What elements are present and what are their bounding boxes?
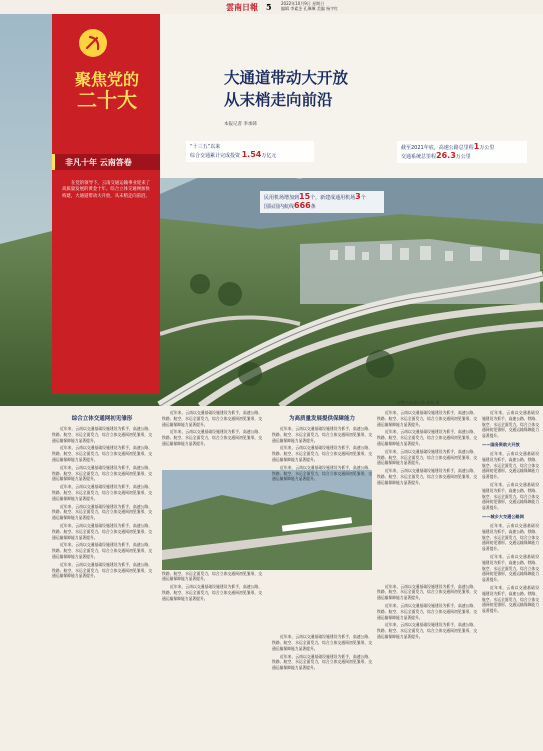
stat-airports: 民用机场增加到15个，新建成通用机场3个 国际国内航线666条 (260, 191, 384, 213)
page-header (0, 0, 543, 14)
right-subhead-1: ——国务资助大开放 (482, 441, 520, 447)
series-band: 非凡十年 云南答卷 (52, 154, 160, 170)
column-3-subhead: 为高质量发展提供保障能力 (288, 416, 355, 422)
newspaper-logo: 雲南日報 (226, 3, 258, 12)
main-headline (224, 67, 348, 111)
column-1-subhead: 综合立体交通网初见雏形 (71, 416, 133, 422)
headline-line-1: 大通道带动大开放 (224, 69, 349, 87)
editor-credit: 编辑 李素芝 孔琳琳 美编 杨宇红 (281, 6, 339, 11)
stat-investment: “十三五”以来 综合交通累计完成投资 1.54万亿元 (186, 141, 314, 162)
party-emblem-icon (78, 28, 108, 58)
stat-roads: 截至2021年底，高速公路总里程1万公里 交通系统总里程26.3万公里 (397, 141, 527, 163)
series-intro: 在党的领导下，云南交通运输事业迎来了高质量发展的黄金十年。综合立体交通网加快构建，大通道带动大开放，从末梢走向前沿。 (62, 181, 151, 199)
article-body (52, 410, 482, 750)
column-2: 近年来，云南以交通基础设施建设为抓手，高速公路、铁路、航空、水运全面发力，综合立体交通网初见雏形，交通运输保障能力显著提升。 近年来，云南以交通基础设施建设为抓手，高速公路、铁路、航空、水运全面发力，综合立体交通网初见雏形，交通运输保障能力显著提升。 铁路、航空、水运全面发力，综合立体交通网初见雏形，交通运输保障能力显著提升。 近年来，云南以交通基础设施建设为抓手，高速公路、铁路、航空、水运全面发力，综合立体交通网初见雏形，交通运输保障能力显著提升。 (162, 410, 262, 750)
header-meta (281, 1, 338, 11)
column-3: 为高质量发展提供保障能力 近年来，云南以交通基础设施建设为抓手，高速公路、铁路、航空、水运全面发力，综合立体交通网初见雏形，交通运输保障能力显著提升。 近年来，云南以交通基础设施建设为抓手，高速公路、铁路、航空、水运全面发力，综合立体交通网初见雏形，交通运输保障能力显著提升。 近年来，云南以交通基础设施建设为抓手，高速公路、铁路、航空、水运全面发力，综合立体交通网初见雏形，交通运输保障能力显著提升。 近年来，云南以交通基础设施建设为抓手，高速公路、铁路、航空、水运全面发力，综合立体交通网初见雏形，交通运输保障能力显著提升。 近年来，云南以交通基础设施建设为抓手，高速公路、铁路、航空、水运全面发力，综合立体交通网初见雏形，交通运输保障能力显著提升。 (272, 416, 372, 671)
column-4: 近年来，云南以交通基础设施建设为抓手，高速公路、铁路、航空、水运全面发力，综合立体交通网初见雏形，交通运输保障能力显著提升。 近年来，云南以交通基础设施建设为抓手，高速公路、铁路、航空、水运全面发力，综合立体交通网初见雏形，交通运输保障能力显著提升。 近年来，云南以交通基础设施建设为抓手，高速公路、铁路、航空、水运全面发力，综合立体交通网初见雏形，交通运输保障能力显著提升。 近年来，云南以交通基础设施建设为抓手，高速公路、铁路、航空、水运全面发力，综合立体交通网初见雏形，交通运输保障能力显著提升。 近年来，云南以交通基础设施建设为抓手，高速公路、铁路、航空、水运全面发力，综合立体交通网初见雏形，交通运输保障能力显著提升。 近年来，云南以交通基础设施建设为抓手，高速公路、铁路、航空、水运全面发力，综合立体交通网初见雏形，交通运输保障能力显著提升。 近年来，云南以交通基础设施建设为抓手，高速公路、铁路、航空、水运全面发力，综合立体交通网初见雏形，交通运输保障能力显著提升。 (377, 410, 477, 639)
right-column: 近年来，云南以交通基础设施建设为抓手，高速公路、铁路、航空、水运全面发力，综合立体交通网初见雏形，交通运输保障能力显著提升。 ——国务资助大开放 近年来，云南以交通基础设施建设为抓手，高速公路、铁路、航空、水运全面发力，综合立体交通网初见雏形，交通运输保障能力显著提升。 近年来，云南以交通基础设施建设为抓手，高速公路、铁路、航空、水运全面发力，综合立体交通网初见雏形，交通运输保障能力显著提升。 ——城乡大交通公路网 近年来，云南以交通基础设施建设为抓手，高速公路、铁路、航空、水运全面发力，综合立体交通网初见雏形，交通运输保障能力显著提升。 近年来，云南以交通基础设施建设为抓手，高速公路、铁路、航空、水运全面发力，综合立体交通网初见雏形，交通运输保障能力显著提升。 近年来，云南以交通基础设施建设为抓手，高速公路、铁路、航空、水运全面发力，综合立体交通网初见雏形，交通运输保障能力显著提升。 (482, 410, 539, 614)
headline-line-2: 从末梢走向前沿 (224, 91, 333, 109)
page-number: 5 (266, 2, 272, 12)
series-title: 聚焦党的 二十大 (74, 70, 139, 112)
byline: 本报记者 李承韩 (224, 122, 257, 127)
column-1: 综合立体交通网初见雏形 近年来，云南以交通基础设施建设为抓手，高速公路、铁路、航空、水运全面发力，综合立体交通网初见雏形，交通运输保障能力显著提升。 近年来，云南以交通基础设施建设为抓手，高速公路、铁路、航空、水运全面发力，综合立体交通网初见雏形，交通运输保障能力显著提升。 近年来，云南以交通基础设施建设为抓手，高速公路、铁路、航空、水运全面发力，综合立体交通网初见雏形，交通运输保障能力显著提升。 近年来，云南以交通基础设施建设为抓手，高速公路、铁路、航空、水运全面发力，综合立体交通网初见雏形，交通运输保障能力显著提升。 近年来，云南以交通基础设施建设为抓手，高速公路、铁路、航空、水运全面发力，综合立体交通网初见雏形，交通运输保障能力显著提升。 近年来，云南以交通基础设施建设为抓手，高速公路、铁路、航空、水运全面发力，综合立体交通网初见雏形，交通运输保障能力显著提升。 近年来，云南以交通基础设施建设为抓手，高速公路、铁路、航空、水运全面发力，综合立体交通网初见雏形，交通运输保障能力显著提升。 近年来，云南以交通基础设施建设为抓手，高速公路、铁路、航空、水运全面发力，综合立体交通网初见雏形，交通运输保障能力显著提升。 (52, 416, 152, 579)
right-subhead-2: ——城乡大交通公路网 (482, 513, 524, 519)
issue-date: 2022年10月9日 星期日 (281, 1, 325, 6)
photo-caption: 昆楚大高速公路 杨旭 摄 (397, 400, 440, 405)
